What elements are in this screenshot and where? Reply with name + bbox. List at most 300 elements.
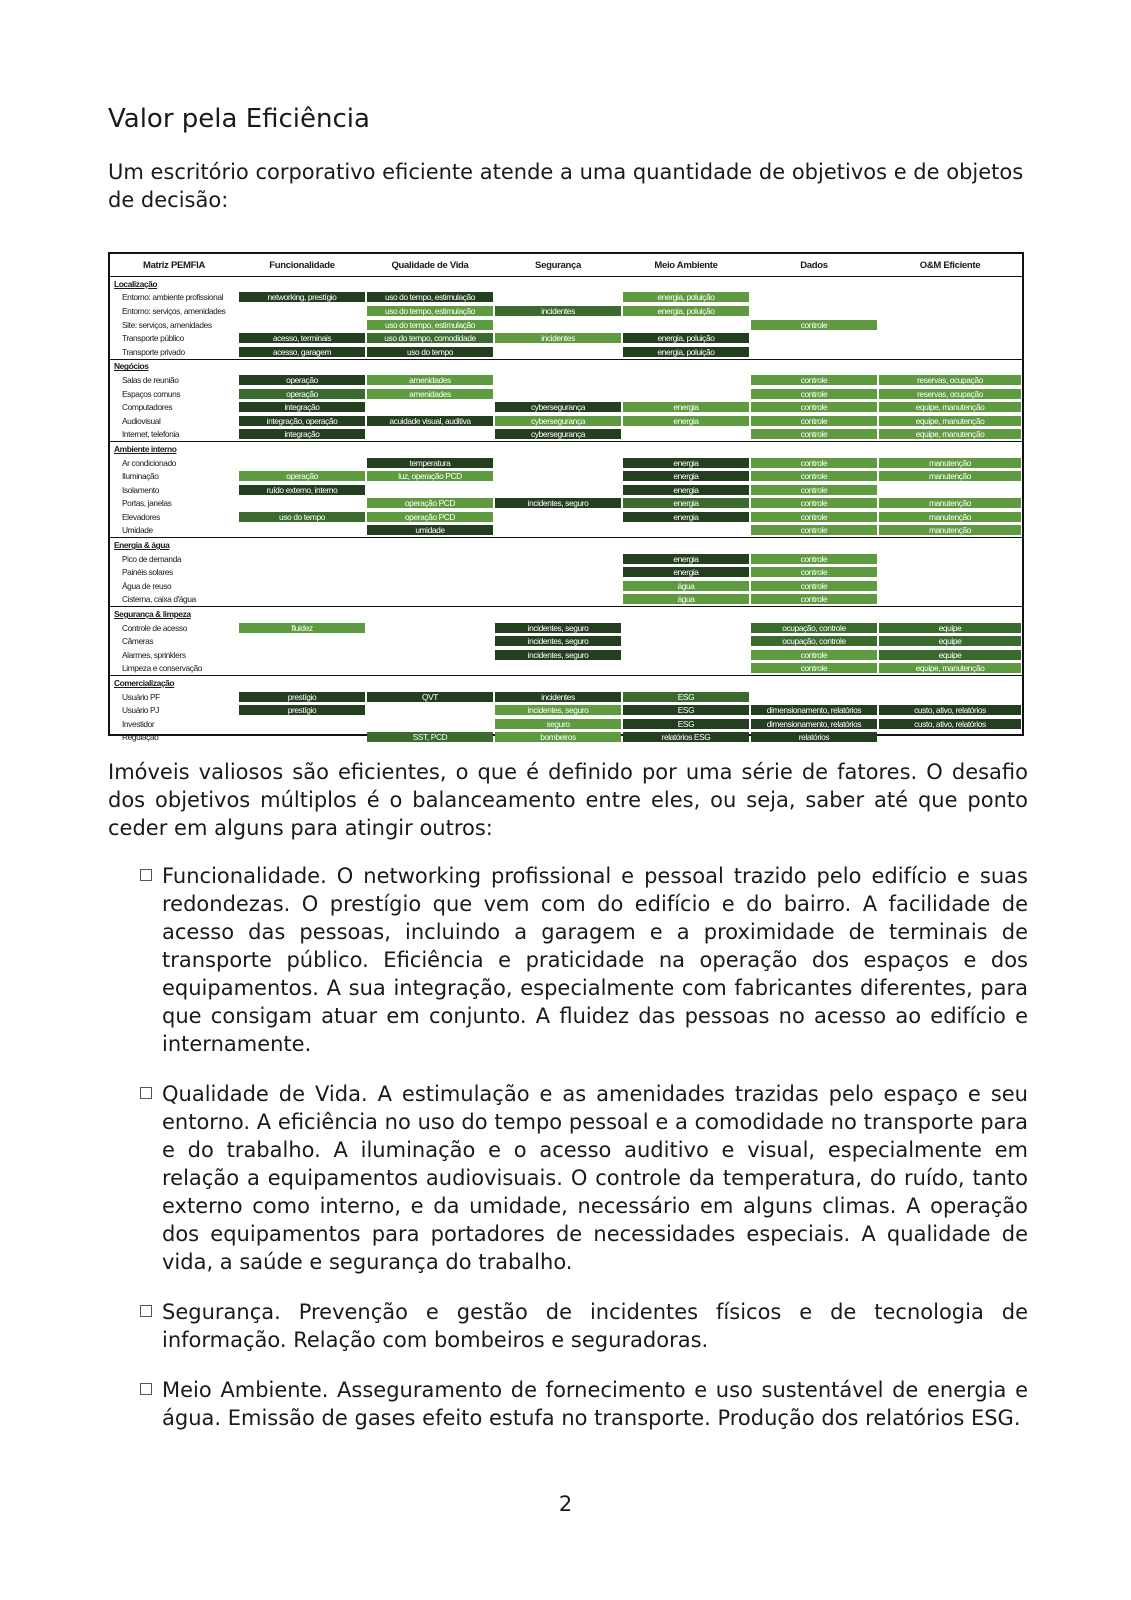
matrix-cell — [750, 483, 878, 497]
matrix-cell-text: incidentes, seguro — [495, 498, 621, 508]
matrix-row — [110, 565, 1022, 579]
matrix-cell-text: incidentes, seguro — [495, 650, 621, 660]
matrix-cell — [750, 400, 878, 414]
matrix-cell — [238, 428, 366, 442]
matrix-cell-text: manutenção — [879, 471, 1021, 481]
matrix-cell-text: amenidades — [367, 389, 493, 399]
matrix-row — [110, 731, 1022, 745]
matrix-cell — [750, 648, 878, 662]
matrix-cell — [750, 497, 878, 511]
matrix-cell — [750, 469, 878, 483]
matrix-cell-text: energia, poluição — [623, 292, 749, 302]
list-item-text: Segurança. Prevenção e gestão de incidentes físicos e de tecnologia de informação. Relação com bombeiros e seguradoras. — [162, 1300, 1028, 1352]
matrix-row-label: Regulação — [122, 732, 159, 743]
matrix-section-title: Ambiente interno — [110, 442, 1022, 456]
matrix-cell-text: cybersegurança — [495, 416, 621, 426]
matrix-cell-empty — [622, 387, 750, 401]
matrix-cell-empty — [238, 304, 366, 318]
matrix-row — [110, 497, 1022, 511]
matrix-cell — [622, 717, 750, 731]
matrix-cell — [878, 634, 1022, 648]
matrix-section-row — [110, 676, 1022, 690]
list-item — [140, 1080, 1028, 1276]
matrix-cell — [622, 593, 750, 607]
matrix-row — [110, 469, 1022, 483]
matrix-cell-text: SST, PCD — [367, 732, 493, 742]
matrix-cell — [238, 690, 366, 704]
matrix-row — [110, 304, 1022, 318]
matrix-cell — [750, 621, 878, 635]
matrix-cell-empty — [238, 497, 366, 511]
matrix-cell — [750, 579, 878, 593]
matrix-cell — [366, 345, 494, 359]
matrix-cell-empty — [878, 331, 1022, 345]
matrix-header: Funcionalidade — [269, 259, 335, 271]
matrix-cell-empty — [238, 552, 366, 566]
matrix-cell-text: relatórios — [751, 732, 877, 742]
matrix-cell — [878, 428, 1022, 442]
matrix-row-label: Limpeza e conservação — [122, 663, 203, 674]
matrix-row-label: Transporte privado — [122, 346, 185, 357]
matrix-cell-text: operação — [239, 389, 365, 399]
matrix-cell-text: equipe, manutenção — [879, 416, 1021, 426]
matrix-cell-empty — [238, 634, 366, 648]
matrix-cell-empty — [238, 662, 366, 676]
matrix-cell-text: acesso, terminais — [239, 333, 365, 343]
matrix-cell — [878, 497, 1022, 511]
matrix-cell-text: controle — [751, 458, 877, 468]
matrix-cell — [494, 648, 622, 662]
matrix-cell-empty — [622, 634, 750, 648]
matrix-cell-empty — [494, 318, 622, 332]
matrix-cell — [238, 483, 366, 497]
matrix-body — [110, 277, 1022, 745]
matrix-cell-text: energia — [623, 567, 749, 577]
matrix-cell-empty — [366, 717, 494, 731]
matrix-cell — [238, 414, 366, 428]
matrix-row-label: Iluminação — [122, 471, 159, 482]
matrix-cell-empty — [878, 565, 1022, 579]
matrix-cell-text: ESG — [623, 692, 749, 702]
matrix-row — [110, 648, 1022, 662]
matrix-section-row — [110, 359, 1022, 373]
matrix-cell-text: incidentes — [495, 306, 621, 316]
matrix-cell — [494, 731, 622, 745]
matrix-cell-text: equipe, manutenção — [879, 429, 1021, 439]
matrix-cell-text: controle — [751, 389, 877, 399]
checkbox-icon — [140, 1305, 152, 1317]
matrix-cell — [878, 469, 1022, 483]
body-paragraph: Imóveis valiosos são eficientes, o que é definido por uma série de fatores. O desafio dos objetivos múltiplos é o balanceamento entre eles, ou seja, saber até que ponto ceder em alguns para atingir outros: — [108, 760, 1028, 840]
matrix-cell — [622, 414, 750, 428]
matrix-cell-text: controle — [751, 525, 877, 535]
matrix-cell-text: fluidez — [239, 623, 365, 633]
matrix-cell — [878, 400, 1022, 414]
matrix-cell-text: energia — [623, 512, 749, 522]
matrix-header: Qualidade de Vida — [391, 259, 469, 271]
matrix-cell-empty — [622, 621, 750, 635]
matrix-cell-text: ocupação, controle — [751, 636, 877, 646]
matrix-cell-empty — [238, 593, 366, 607]
matrix-cell — [494, 621, 622, 635]
matrix-cell — [750, 456, 878, 470]
matrix-cell-text: energia, poluição — [623, 333, 749, 343]
matrix-cell — [878, 387, 1022, 401]
matrix-cell — [494, 414, 622, 428]
matrix-row — [110, 345, 1022, 359]
objectives-list — [140, 862, 1028, 1454]
matrix-cell-text: incidentes — [495, 692, 621, 702]
matrix-row-label: Alarmes, sprinklers — [122, 649, 186, 660]
matrix-cell-text: uso do tempo, comodidade — [367, 333, 493, 343]
matrix-row-label: Internet, telefonia — [122, 429, 180, 440]
matrix-cell — [366, 690, 494, 704]
matrix-cell-empty — [878, 345, 1022, 359]
matrix-cell-text: custo, ativo, relatórios — [879, 719, 1021, 729]
matrix-cell-text: controle — [751, 320, 877, 330]
checkbox-icon — [140, 869, 152, 881]
matrix-cell-text: uso do tempo, estimulação — [367, 292, 493, 302]
matrix-cell-text: integração, operação — [239, 416, 365, 426]
matrix-cell — [238, 387, 366, 401]
matrix-cell — [366, 497, 494, 511]
matrix-cell — [366, 456, 494, 470]
matrix-cell-empty — [494, 469, 622, 483]
matrix-cell-text: energia, poluição — [623, 347, 749, 357]
matrix-row — [110, 400, 1022, 414]
matrix-cell-text: prestígio — [239, 692, 365, 702]
matrix-cell — [366, 318, 494, 332]
matrix-header: O&M Eficiente — [919, 259, 981, 271]
matrix-cell — [238, 331, 366, 345]
matrix-cell-text: água — [623, 581, 749, 591]
matrix-cell — [750, 662, 878, 676]
matrix-cell-text: manutenção — [879, 525, 1021, 535]
matrix-section-title: Localização — [110, 277, 1022, 291]
matrix-row — [110, 291, 1022, 305]
matrix-cell — [878, 662, 1022, 676]
matrix-cell — [238, 703, 366, 717]
matrix-cell-text: dimensionamento, relatórios — [751, 719, 877, 729]
matrix-cell-empty — [878, 552, 1022, 566]
matrix-row — [110, 552, 1022, 566]
matrix-cell-text: energia — [623, 458, 749, 468]
matrix-cell — [238, 621, 366, 635]
matrix-cell-empty — [622, 662, 750, 676]
matrix-header: Dados — [800, 259, 828, 271]
matrix-cell-text: manutenção — [879, 512, 1021, 522]
matrix-cell — [622, 291, 750, 305]
matrix-cell — [878, 456, 1022, 470]
matrix-row-label: Transporte público — [122, 333, 184, 344]
matrix-row-label: Espaços comuns — [122, 388, 181, 399]
matrix-cell-empty — [494, 524, 622, 538]
list-item — [140, 862, 1028, 1058]
matrix-cell-empty — [366, 593, 494, 607]
matrix-cell-text: uso do tempo, estimulação — [367, 320, 493, 330]
matrix-cell-text: QVT — [367, 692, 493, 702]
matrix-cell — [878, 648, 1022, 662]
matrix-cell-text: incidentes, seguro — [495, 705, 621, 715]
matrix-cell-empty — [494, 510, 622, 524]
matrix-cell — [750, 593, 878, 607]
matrix-cell-text: ESG — [623, 705, 749, 715]
matrix-cell-empty — [238, 731, 366, 745]
matrix-cell-empty — [366, 648, 494, 662]
matrix-cell — [750, 552, 878, 566]
matrix-cell-empty — [494, 456, 622, 470]
matrix-row — [110, 331, 1022, 345]
matrix-cell — [238, 510, 366, 524]
matrix-row-label: Câmeras — [122, 636, 154, 647]
matrix-cell — [494, 690, 622, 704]
matrix-cell-empty — [494, 483, 622, 497]
matrix-cell-text: ocupação, controle — [751, 623, 877, 633]
matrix-row — [110, 621, 1022, 635]
checkbox-icon — [140, 1087, 152, 1099]
matrix-row — [110, 524, 1022, 538]
matrix-cell-empty — [366, 703, 494, 717]
matrix-header: Meio Ambiente — [654, 259, 718, 271]
matrix-cell — [366, 373, 494, 387]
matrix-cell-empty — [494, 552, 622, 566]
matrix-section-title: Segurança & limpeza — [110, 607, 1022, 621]
matrix-cell-text: controle — [751, 471, 877, 481]
matrix-row — [110, 414, 1022, 428]
matrix-cell — [622, 565, 750, 579]
matrix-cell-text: controle — [751, 650, 877, 660]
matrix-cell — [622, 331, 750, 345]
matrix-cell — [238, 469, 366, 483]
matrix-row — [110, 483, 1022, 497]
matrix-cell — [366, 524, 494, 538]
matrix-row-label: Cisterna, caixa d'água — [122, 594, 196, 605]
matrix-cell-empty — [494, 387, 622, 401]
matrix-cell-empty — [366, 552, 494, 566]
matrix-cell-empty — [494, 373, 622, 387]
matrix-section-row — [110, 607, 1022, 621]
matrix-cell-empty — [366, 621, 494, 635]
matrix-cell — [878, 524, 1022, 538]
matrix-cell-text: energia — [623, 471, 749, 481]
matrix-cell — [878, 717, 1022, 731]
matrix-row-label: Isolamento — [122, 484, 159, 495]
list-item — [140, 1298, 1028, 1354]
matrix-cell — [494, 717, 622, 731]
matrix-cell-empty — [622, 373, 750, 387]
matrix-cell-empty — [750, 345, 878, 359]
matrix-cell — [366, 469, 494, 483]
matrix-cell-text: controle — [751, 512, 877, 522]
matrix-cell-text: operação PCD — [367, 512, 493, 522]
matrix-cell-empty — [494, 345, 622, 359]
matrix-cell — [494, 331, 622, 345]
matrix-cell-text: cybersegurança — [495, 429, 621, 439]
matrix-row-label: Usuário PF — [122, 691, 160, 702]
matrix-cell — [238, 291, 366, 305]
matrix-row-label: Elevadores — [122, 511, 160, 522]
matrix-cell-empty — [750, 304, 878, 318]
matrix-cell-empty — [494, 593, 622, 607]
matrix-table — [110, 254, 1022, 744]
matrix-cell — [622, 456, 750, 470]
matrix-cell — [750, 731, 878, 745]
matrix-cell — [750, 565, 878, 579]
list-item-text: Qualidade de Vida. A estimulação e as amenidades trazidas pelo espaço e seu entorno. A eficiência no uso do tempo pessoal e a comodidade no transporte para e do trabalho. A iluminação e o acesso auditivo e visual, especialmente em relação a equipamentos audiovisuais. O controle da temperatura, do ruído, tanto externo como interno, e da umidade, necessário em alguns climas. A operação dos equipamentos para portadores de necessidades especiais. A qualidade de vida, a saúde e segurança do trabalho. — [162, 1082, 1028, 1274]
matrix-cell-text: uso do tempo, estimulação — [367, 306, 493, 316]
matrix-cell-text: reservas, ocupação — [879, 389, 1021, 399]
matrix-cell-text: uso do tempo — [367, 347, 493, 357]
matrix-cell — [494, 497, 622, 511]
matrix-cell-empty — [494, 291, 622, 305]
matrix-cell — [494, 304, 622, 318]
matrix-cell — [622, 579, 750, 593]
matrix-cell — [494, 428, 622, 442]
matrix-row-label: Computadores — [122, 402, 173, 413]
matrix-cell-text: controle — [751, 416, 877, 426]
checkbox-icon — [140, 1383, 152, 1395]
matrix-cell — [750, 634, 878, 648]
matrix-cell-text: relatórios ESG — [623, 732, 749, 742]
matrix-cell-text: acesso, garagem — [239, 347, 365, 357]
matrix-cell-text: ruído externo, interno — [239, 485, 365, 495]
matrix-cell-empty — [366, 483, 494, 497]
matrix-cell — [622, 400, 750, 414]
matrix-cell-text: seguro — [495, 719, 621, 729]
matrix-cell-text: controle — [751, 554, 877, 564]
matrix-row-label: Audiovisual — [122, 415, 161, 426]
matrix-cell-text: equipe — [879, 636, 1021, 646]
matrix-cell — [750, 717, 878, 731]
matrix-cell-empty — [238, 456, 366, 470]
matrix-row-label: Umidade — [122, 525, 153, 536]
matrix-cell-text: energia — [623, 402, 749, 412]
matrix-cell-empty — [750, 690, 878, 704]
matrix-cell-empty — [366, 579, 494, 593]
matrix-cell-empty — [878, 291, 1022, 305]
matrix-cell — [750, 428, 878, 442]
matrix-cell — [622, 510, 750, 524]
matrix-cell-empty — [238, 318, 366, 332]
matrix-cell-text: equipe, manutenção — [879, 663, 1021, 673]
matrix-cell-text: manutenção — [879, 498, 1021, 508]
matrix-section-row — [110, 277, 1022, 291]
matrix-cell-text: energia — [623, 485, 749, 495]
matrix-cell — [366, 387, 494, 401]
matrix-row — [110, 428, 1022, 442]
matrix-cell-text: manutenção — [879, 458, 1021, 468]
matrix-cell-text: incidentes, seguro — [495, 623, 621, 633]
matrix-row — [110, 510, 1022, 524]
matrix-row-label: Entorno: ambiente profissional — [122, 292, 224, 303]
matrix-cell-empty — [878, 483, 1022, 497]
matrix-cell-empty — [878, 690, 1022, 704]
matrix-cell-text: operação PCD — [367, 498, 493, 508]
matrix-cell-empty — [494, 565, 622, 579]
matrix-cell-empty — [878, 318, 1022, 332]
matrix-cell-empty — [366, 662, 494, 676]
matrix-row — [110, 703, 1022, 717]
matrix-cell-text: ESG — [623, 719, 749, 729]
matrix-cell-text: água — [623, 594, 749, 604]
matrix-row-label: Pico de demanda — [122, 553, 182, 564]
matrix-cell — [238, 373, 366, 387]
matrix-cell — [750, 387, 878, 401]
matrix-cell-text: controle — [751, 594, 877, 604]
matrix-cell-empty — [238, 565, 366, 579]
matrix-cell-text: cybersegurança — [495, 402, 621, 412]
matrix-cell-empty — [622, 648, 750, 662]
list-item — [140, 1376, 1028, 1432]
matrix-section-title: Energia & água — [110, 538, 1022, 552]
matrix-cell-text: controle — [751, 567, 877, 577]
matrix-row — [110, 373, 1022, 387]
matrix-cell-empty — [878, 579, 1022, 593]
matrix-cell-text: controle — [751, 402, 877, 412]
matrix-cell — [750, 414, 878, 428]
matrix-cell-empty — [366, 428, 494, 442]
matrix-cell-text: integração — [239, 429, 365, 439]
matrix-cell — [622, 483, 750, 497]
matrix-cell-empty — [366, 634, 494, 648]
matrix-row-label: Controle de acesso — [122, 622, 187, 633]
matrix-cell-text: custo, ativo, relatórios — [879, 705, 1021, 715]
matrix-cell-text: amenidades — [367, 375, 493, 385]
matrix-section-title: Negócios — [110, 359, 1022, 373]
matrix-cell — [622, 552, 750, 566]
matrix-cell — [750, 318, 878, 332]
matrix-row-label: Portas, janelas — [122, 498, 172, 509]
matrix-header-row — [110, 254, 1022, 277]
matrix-cell-text: energia — [623, 554, 749, 564]
matrix-header: Matriz PEMFIA — [142, 259, 206, 271]
matrix-cell-empty — [238, 579, 366, 593]
matrix-cell — [878, 621, 1022, 635]
matrix-cell-empty — [878, 593, 1022, 607]
matrix-cell-text: controle — [751, 498, 877, 508]
matrix-cell-text: incidentes — [495, 333, 621, 343]
matrix-cell-text: acuidade visual, auditiva — [367, 416, 493, 426]
matrix-cell-text: bombeiros — [495, 732, 621, 742]
matrix-cell-empty — [878, 304, 1022, 318]
matrix-row-label: Investidor — [122, 718, 155, 729]
matrix-cell — [750, 703, 878, 717]
matrix-cell-text: incidentes, seguro — [495, 636, 621, 646]
matrix-cell-empty — [238, 648, 366, 662]
matrix-row — [110, 690, 1022, 704]
matrix-row — [110, 456, 1022, 470]
matrix-cell — [622, 690, 750, 704]
matrix-row-label: Painéis solares — [122, 567, 173, 578]
matrix-row — [110, 387, 1022, 401]
matrix-section-title: Comercialização — [110, 676, 1022, 690]
matrix-cell — [750, 510, 878, 524]
matrix-cell-empty — [366, 400, 494, 414]
matrix-cell-empty — [238, 524, 366, 538]
matrix-header: Segurança — [535, 259, 581, 271]
matrix-cell — [366, 731, 494, 745]
intro-paragraph: Um escritório corporativo eficiente atende a uma quantidade de objetivos e de objetos de decisão: — [108, 160, 1024, 212]
matrix-cell-empty — [366, 565, 494, 579]
matrix-cell — [622, 703, 750, 717]
matrix-row-label: Site: serviços, amenidades — [122, 319, 212, 330]
matrix-cell — [366, 510, 494, 524]
matrix-cell-text: equipe — [879, 650, 1021, 660]
list-item-text: Meio Ambiente. Asseguramento de fornecimento e uso sustentável de energia e água. Emissão de gases efeito estufa no transporte. Produção dos relatórios ESG. — [162, 1378, 1028, 1430]
matrix-cell — [494, 703, 622, 717]
pemfia-matrix — [108, 252, 1024, 743]
matrix-row — [110, 717, 1022, 731]
